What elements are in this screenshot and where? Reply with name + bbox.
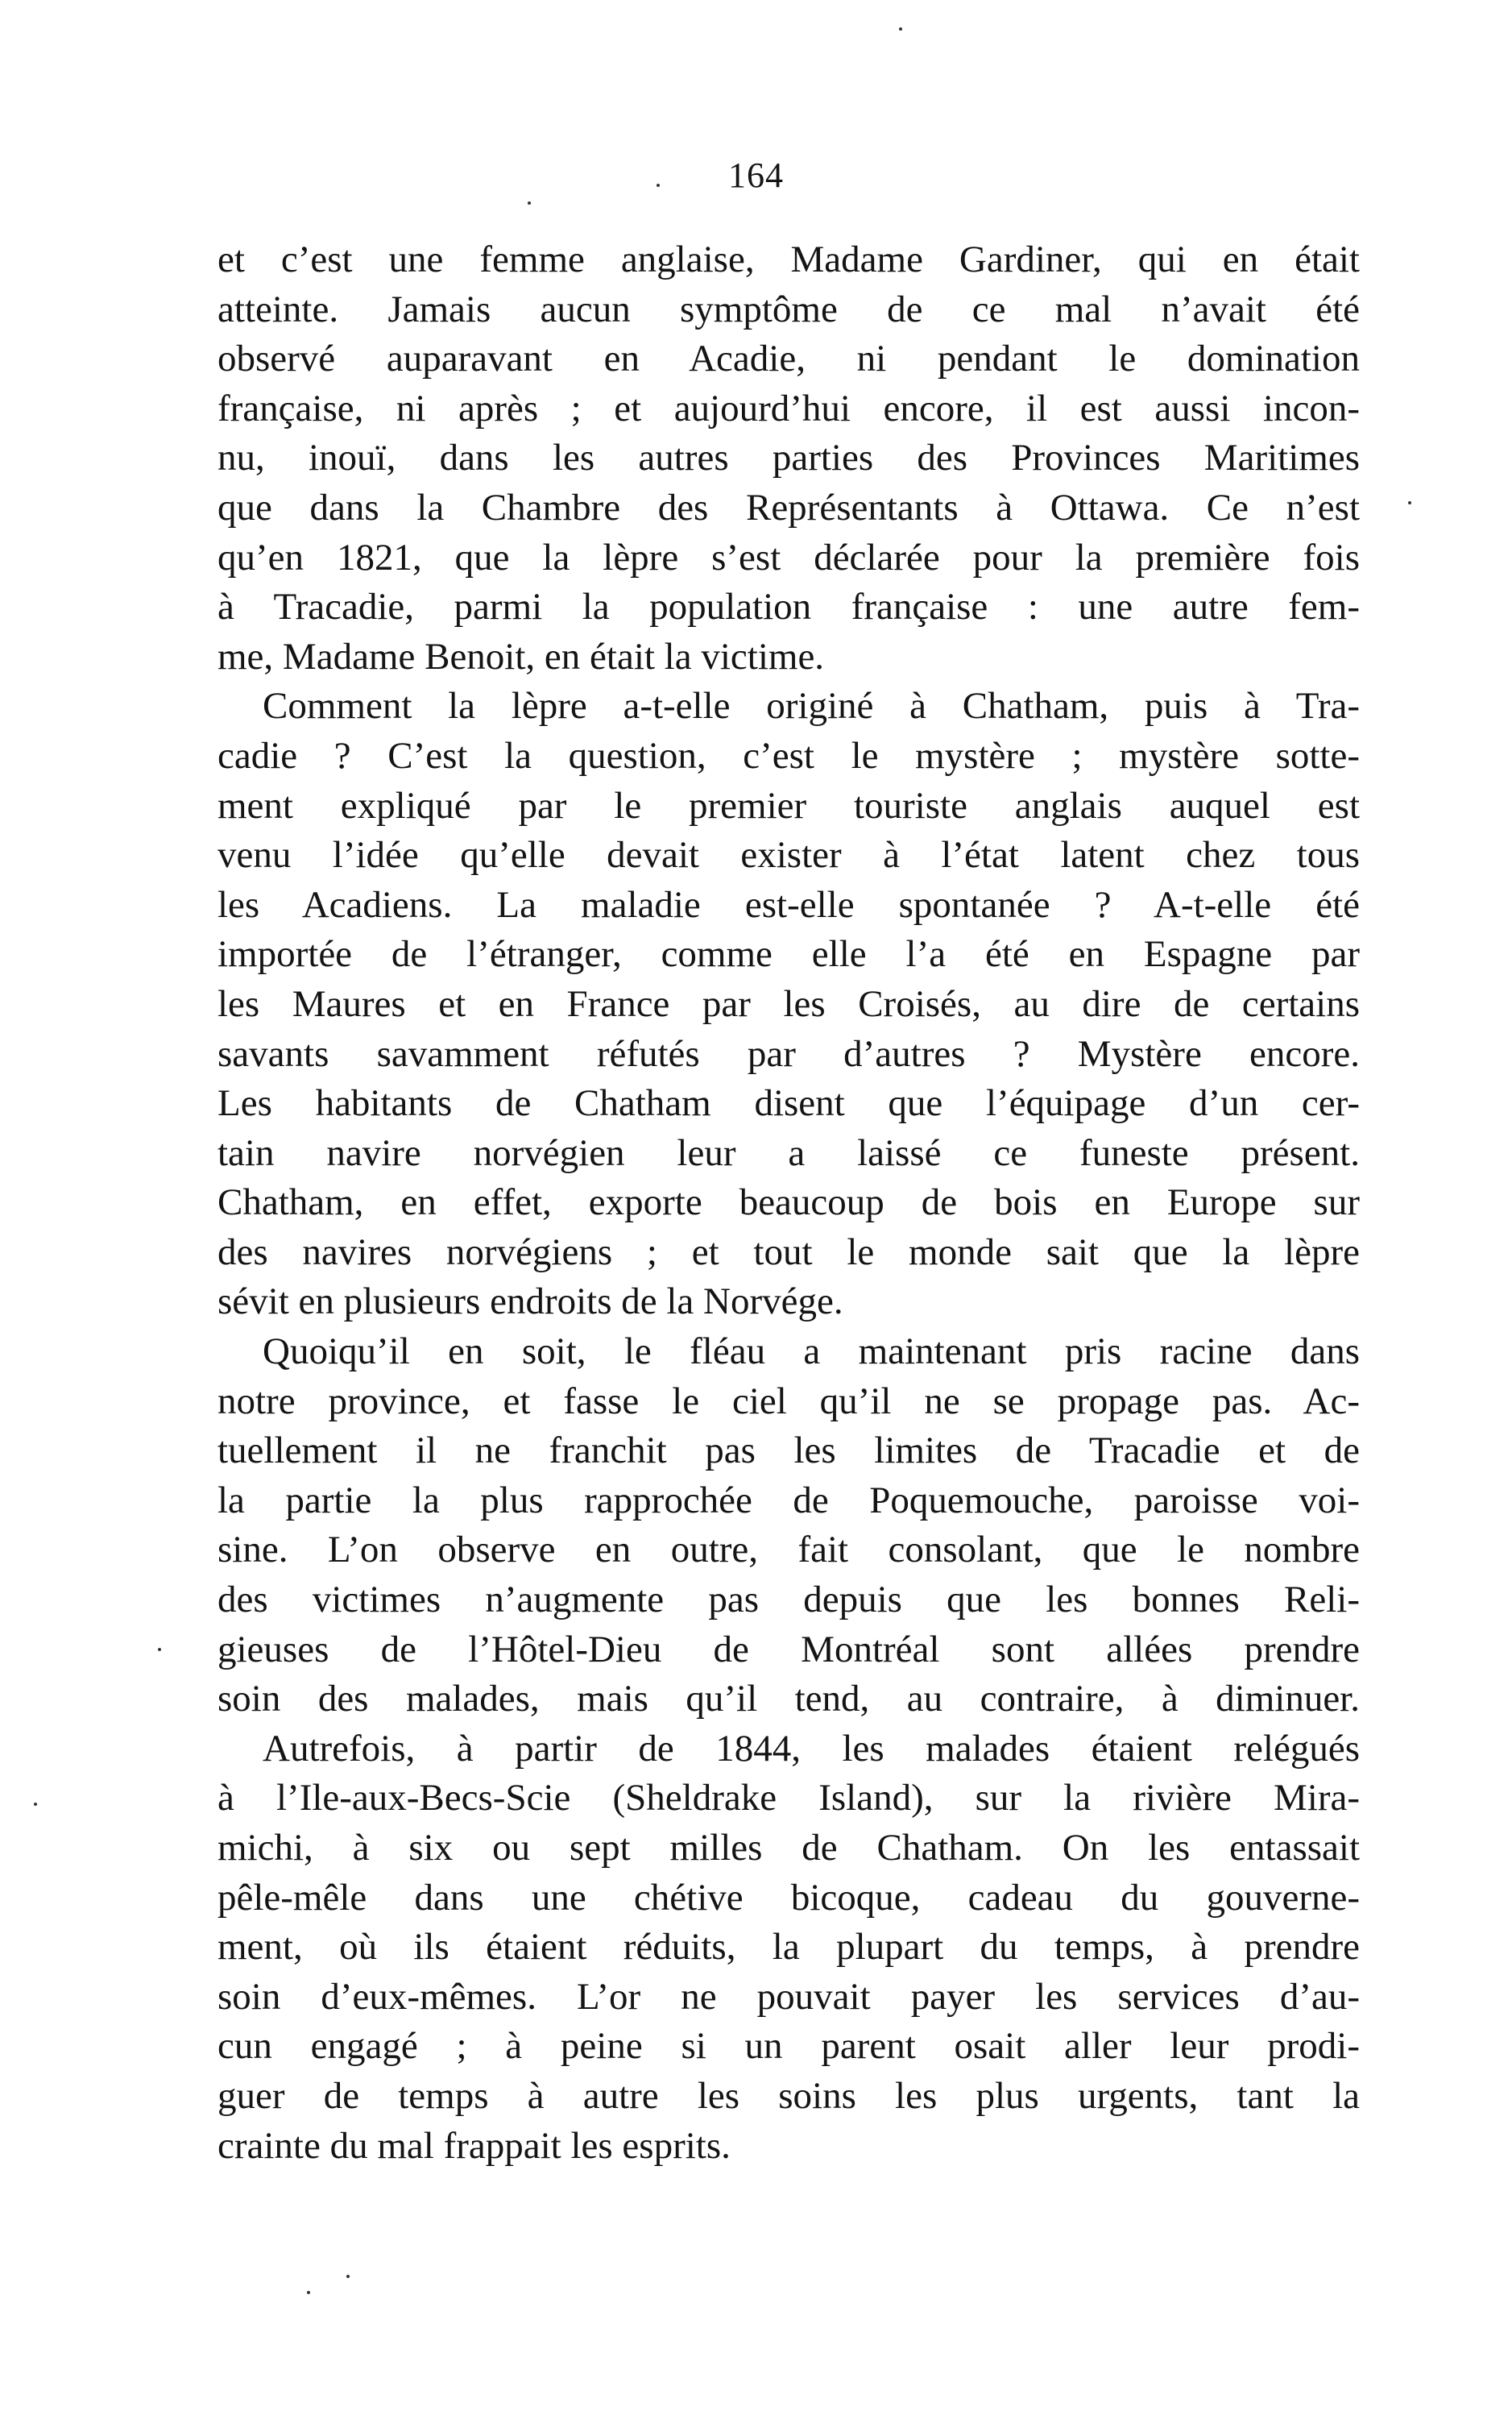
text-line: venu l’idée qu’elle devait exister à l’état latent chez tous [217,834,1360,877]
text-line: à Tracadie, parmi la population française : une autre fem- [217,586,1360,629]
text-line: sine. L’on observe en outre, fait consolant, que le nombre [217,1529,1360,1571]
text-line: des victimes n’augmente pas depuis que les bonnes Reli- [217,1579,1360,1621]
text-line: Quoiqu’il en soit, le fléau a maintenant pris racine dans [263,1330,1360,1373]
text-line: tuellement il ne franchit pas les limites de Tracadie et de [217,1429,1360,1472]
text-line: des navires norvégiens ; et tout le monde sait que la lèpre [217,1230,1360,1273]
page-number: 164 [728,156,784,195]
scan-speck [528,201,531,205]
text-line: cadie ? C’est la question, c’est le mystère ; mystère sotte- [217,734,1360,777]
text-line: atteinte. Jamais aucun symptôme de ce mal n’avait été [217,288,1360,330]
text-line: notre province, et fasse le ciel qu’il ne se propage pas. Ac- [217,1380,1360,1422]
text-line: crainte du mal frappait les esprits. [217,2124,731,2167]
text-line: gieuses de l’Hôtel-Dieu de Montréal sont allées prendre [217,1628,1360,1670]
text-line: savants savamment réfutés par d’autres ? Mystère encore. [217,1032,1360,1075]
text-line: ment, où ils étaient réduits, la plupart du temps, à prendre [217,1926,1360,1969]
text-line: nu, inouï, dans les autres parties des Provinces Maritimes [217,437,1360,479]
text-line: qu’en 1821, que la lèpre s’est déclarée pour la première fois [217,536,1360,579]
text-line: Comment la lèpre a-t-elle originé à Chatham, puis à Tra- [263,685,1360,728]
body-text [217,235,1360,2171]
scan-speck [158,1648,161,1651]
text-line: importée de l’étranger, comme elle l’a été en Espagne par [217,933,1360,976]
paragraph-2 [217,682,1360,1327]
text-line: Autrefois, à partir de 1844, les malades étaient relégués [263,1727,1360,1770]
text-line: la partie la plus rapprochée de Poquemouche, paroisse voi- [217,1479,1360,1521]
text-line: Les habitants de Chatham disent que l’équipage d’un cer- [217,1082,1360,1125]
text-line: tain navire norvégien leur a laissé ce funeste présent. [217,1131,1360,1174]
text-line: michi, à six ou sept milles de Chatham. On les entassait [217,1827,1360,1869]
text-line: me, Madame Benoit, en était la victime. [217,635,825,678]
text-line: et c’est une femme anglaise, Madame Gardiner, qui en était [217,239,1360,280]
text-line: les Acadiens. La maladie est-elle spontanée ? A-t-elle été [217,883,1360,926]
text-line: à l’Ile-aux-Becs-Scie (Sheldrake Island), sur la rivière Mira- [217,1777,1360,1820]
text-line: soin d’eux-mêmes. L’or ne pouvait payer les services d’au- [217,1975,1360,2018]
text-line: guer de temps à autre les soins les plus urgents, tant la [217,2074,1360,2117]
paragraph-1 [217,235,1360,682]
text-line: Chatham, en effet, exporte beaucoup de bois en Europe sur [217,1181,1360,1224]
text-line: pêle-mêle dans une chétive bicoque, cadeau du gouverne- [217,1876,1360,1919]
text-line: sévit en plusieurs endroits de la Norvége. [217,1280,843,1323]
text-line: observé auparavant en Acadie, ni pendant le domination [217,338,1360,380]
paragraph-3 [217,1327,1360,1724]
scan-speck [34,1803,37,1806]
text-line: que dans la Chambre des Représentants à Ottawa. Ce n’est [217,486,1360,529]
text-line: française, ni après ; et aujourd’hui encore, il est aussi incon- [217,387,1360,429]
scan-speck [307,2291,310,2294]
scan-speck [899,27,902,31]
text-line: ment expliqué par le premier touriste anglais auquel est [217,784,1360,827]
text-line: les Maures et en France par les Croisés, au dire de certains [217,982,1360,1025]
scan-speck [1408,501,1411,504]
text-line: cun engagé ; à peine si un parent osait aller leur prodi- [217,2025,1360,2068]
paragraph-4 [217,1724,1360,2171]
text-line: soin des malades, mais qu’il tend, au contraire, à diminuer. [217,1678,1360,1720]
scan-speck [346,2275,350,2278]
scan-speck [657,184,660,187]
